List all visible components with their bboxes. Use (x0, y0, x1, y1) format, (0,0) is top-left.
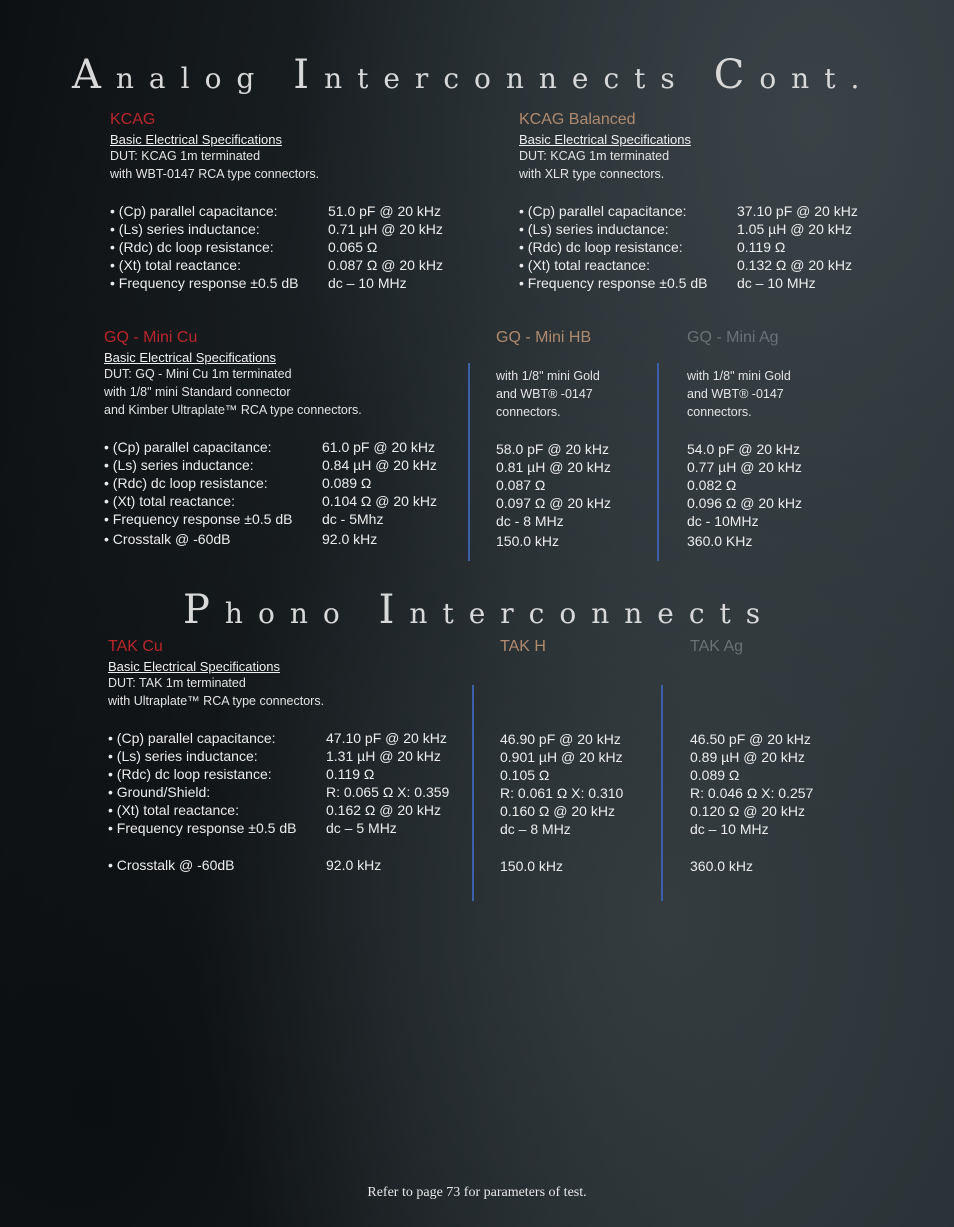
gq-mini-cu-spec-table (104, 438, 437, 548)
gq-mini-hb-spec-values (496, 440, 611, 550)
table-row: dc - 8 MHz (496, 513, 564, 529)
table-row: • (Ls) series inductance: 1.31 µH @ 20 kHz (108, 748, 441, 764)
kcag-dut-line2: with WBT-0147 RCA type connectors. (110, 167, 320, 181)
table-row: 0.160 Ω @ 20 kHz (500, 803, 615, 819)
table-row: • (Cp) parallel capacitance: 47.10 pF @ 20 kHz (108, 730, 447, 746)
section-title-analog: Analog Interconnects Cont. (72, 52, 875, 98)
table-row: R: 0.061 Ω X: 0.310 (500, 785, 624, 801)
table-row: • (Xt) total reactance: 0.132 Ω @ 20 kHz (519, 257, 852, 273)
column-divider (472, 685, 474, 901)
kcag-dut-line1: DUT: KCAG 1m terminated (110, 149, 261, 163)
gq-mini-ag-dut-line3: connectors. (687, 405, 752, 419)
tak-ag-block (690, 638, 813, 875)
gq-mini-hb-dut-line1: with 1/8" mini Gold (496, 369, 600, 383)
table-row: • (Ls) series inductance: 0.84 µH @ 20 kHz (104, 457, 437, 473)
table-row: • (Xt) total reactance: 0.104 Ω @ 20 kHz (104, 493, 437, 509)
gq-mini-cu-dut-line3: and Kimber Ultraplate™ RCA type connectors. (104, 403, 362, 417)
gq-mini-ag-dut-line1: with 1/8" mini Gold (687, 369, 791, 383)
gq-mini-ag-block (687, 329, 802, 550)
table-row: • (Ls) series inductance: 1.05 µH @ 20 kHz (519, 221, 852, 237)
table-row: 0.105 Ω (500, 767, 550, 783)
kcag-spec-table (110, 202, 443, 292)
table-row: 0.097 Ω @ 20 kHz (496, 495, 611, 511)
tak-h-spec-values (500, 730, 623, 875)
table-row: • (Rdc) dc loop resistance: 0.119 Ω (519, 239, 786, 255)
table-row: 0.087 Ω (496, 477, 546, 493)
tak-ag-spec-values (690, 730, 813, 875)
table-row: 0.082 Ω (687, 477, 737, 493)
tak-ag-heading: TAK Ag (690, 638, 744, 655)
section-title-phono: Phono Interconnects (183, 587, 776, 633)
table-row: 360.0 KHz (687, 533, 753, 549)
column-divider (661, 685, 663, 901)
tak-cu-dut-line2: with Ultraplate™ RCA type connectors. (108, 694, 325, 708)
gq-mini-cu-dut-line1: DUT: GQ - Mini Cu 1m terminated (104, 367, 292, 381)
tak-h-block (500, 638, 623, 875)
table-row: 54.0 pF @ 20 kHz (687, 441, 801, 457)
table-row: 0.81 µH @ 20 kHz (496, 459, 611, 475)
column-divider (657, 363, 659, 561)
table-row: 0.77 µH @ 20 kHz (687, 459, 802, 475)
table-row: • (Xt) total reactance: 0.087 Ω @ 20 kHz (110, 257, 443, 273)
kcag-balanced-block (519, 111, 858, 292)
table-row: 58.0 pF @ 20 kHz (496, 441, 610, 457)
table-row: 0.096 Ω @ 20 kHz (687, 495, 802, 511)
table-row: • Ground/Shield: R: 0.065 Ω X: 0.359 (108, 784, 450, 800)
gq-mini-ag-heading: GQ - Mini Ag (687, 329, 779, 346)
kcag-balanced-heading: KCAG Balanced (519, 111, 636, 128)
kcag-balanced-spec-table (519, 202, 858, 292)
table-row: • Frequency response ±0.5 dB dc - 5Mhz (104, 511, 384, 527)
gq-mini-ag-spec-values (687, 440, 802, 550)
tak-cu-spec-table (108, 729, 449, 874)
table-row: dc - 10MHz (687, 513, 759, 529)
table-row: 46.50 pF @ 20 kHz (690, 731, 811, 747)
kcag-basic-specs: Basic Electrical Specifications (110, 132, 282, 147)
kcag-balanced-dut-line2: with XLR type connectors. (519, 167, 665, 181)
table-row: • Frequency response ±0.5 dB dc – 5 MHz (108, 820, 397, 836)
table-row: dc – 8 MHz (500, 821, 571, 837)
kcag-balanced-basic-specs: Basic Electrical Specifications (519, 132, 691, 147)
tak-cu-block (108, 638, 449, 874)
gq-mini-ag-dut-line2: and WBT® -0147 (687, 387, 784, 401)
table-row: 46.90 pF @ 20 kHz (500, 731, 621, 747)
table-row: • (Cp) parallel capacitance: 37.10 pF @ 20 kHz (519, 203, 858, 219)
table-row: 0.89 µH @ 20 kHz (690, 749, 805, 765)
gq-mini-hb-dut-line2: and WBT® -0147 (496, 387, 593, 401)
gq-mini-cu-heading: GQ - Mini Cu (104, 329, 198, 346)
table-row: 150.0 kHz (496, 533, 560, 549)
table-row: • Frequency response ±0.5 dB dc – 10 MHz (519, 275, 816, 291)
table-row: 150.0 kHz (500, 858, 564, 874)
table-row: • (Rdc) dc loop resistance: 0.089 Ω (104, 475, 372, 491)
table-row: 0.089 Ω (690, 767, 740, 783)
gq-mini-hb-dut-line3: connectors. (496, 405, 561, 419)
table-row: 360.0 kHz (690, 858, 754, 874)
gq-mini-cu-block (104, 329, 437, 548)
footer-note: Refer to page 73 for parameters of test. (367, 1185, 587, 1200)
table-row: • (Rdc) dc loop resistance: 0.065 Ω (110, 239, 378, 255)
tak-cu-basic-specs: Basic Electrical Specifications (108, 659, 280, 674)
table-row: • (Cp) parallel capacitance: 51.0 pF @ 20 kHz (110, 203, 442, 219)
table-row: • (Rdc) dc loop resistance: 0.119 Ω (108, 766, 375, 782)
table-row: • Frequency response ±0.5 dB dc – 10 MHz (110, 275, 407, 291)
tak-cu-heading: TAK Cu (108, 638, 163, 655)
table-row: • (Xt) total reactance: 0.162 Ω @ 20 kHz (108, 802, 441, 818)
gq-mini-hb-heading: GQ - Mini HB (496, 329, 592, 346)
gq-mini-hb-block (496, 329, 611, 550)
kcag-heading: KCAG (110, 111, 156, 128)
table-row: • (Ls) series inductance: 0.71 µH @ 20 kHz (110, 221, 443, 237)
table-row: • (Cp) parallel capacitance: 61.0 pF @ 20 kHz (104, 439, 436, 455)
table-row: 0.901 µH @ 20 kHz (500, 749, 623, 765)
kcag-balanced-dut-line1: DUT: KCAG 1m terminated (519, 149, 670, 163)
table-row: 0.120 Ω @ 20 kHz (690, 803, 805, 819)
table-row: • Crosstalk @ -60dB 92.0 kHz (104, 531, 378, 547)
tak-cu-dut-line1: DUT: TAK 1m terminated (108, 676, 246, 690)
tak-h-heading: TAK H (500, 638, 546, 655)
table-row: dc – 10 MHz (690, 821, 769, 837)
gq-mini-cu-basic-specs: Basic Electrical Specifications (104, 350, 276, 365)
table-row: R: 0.046 Ω X: 0.257 (690, 785, 814, 801)
gq-mini-cu-dut-line2: with 1/8" mini Standard connector (104, 385, 291, 399)
table-row: • Crosstalk @ -60dB 92.0 kHz (108, 857, 382, 873)
column-divider (468, 363, 470, 561)
kcag-block (110, 111, 443, 292)
